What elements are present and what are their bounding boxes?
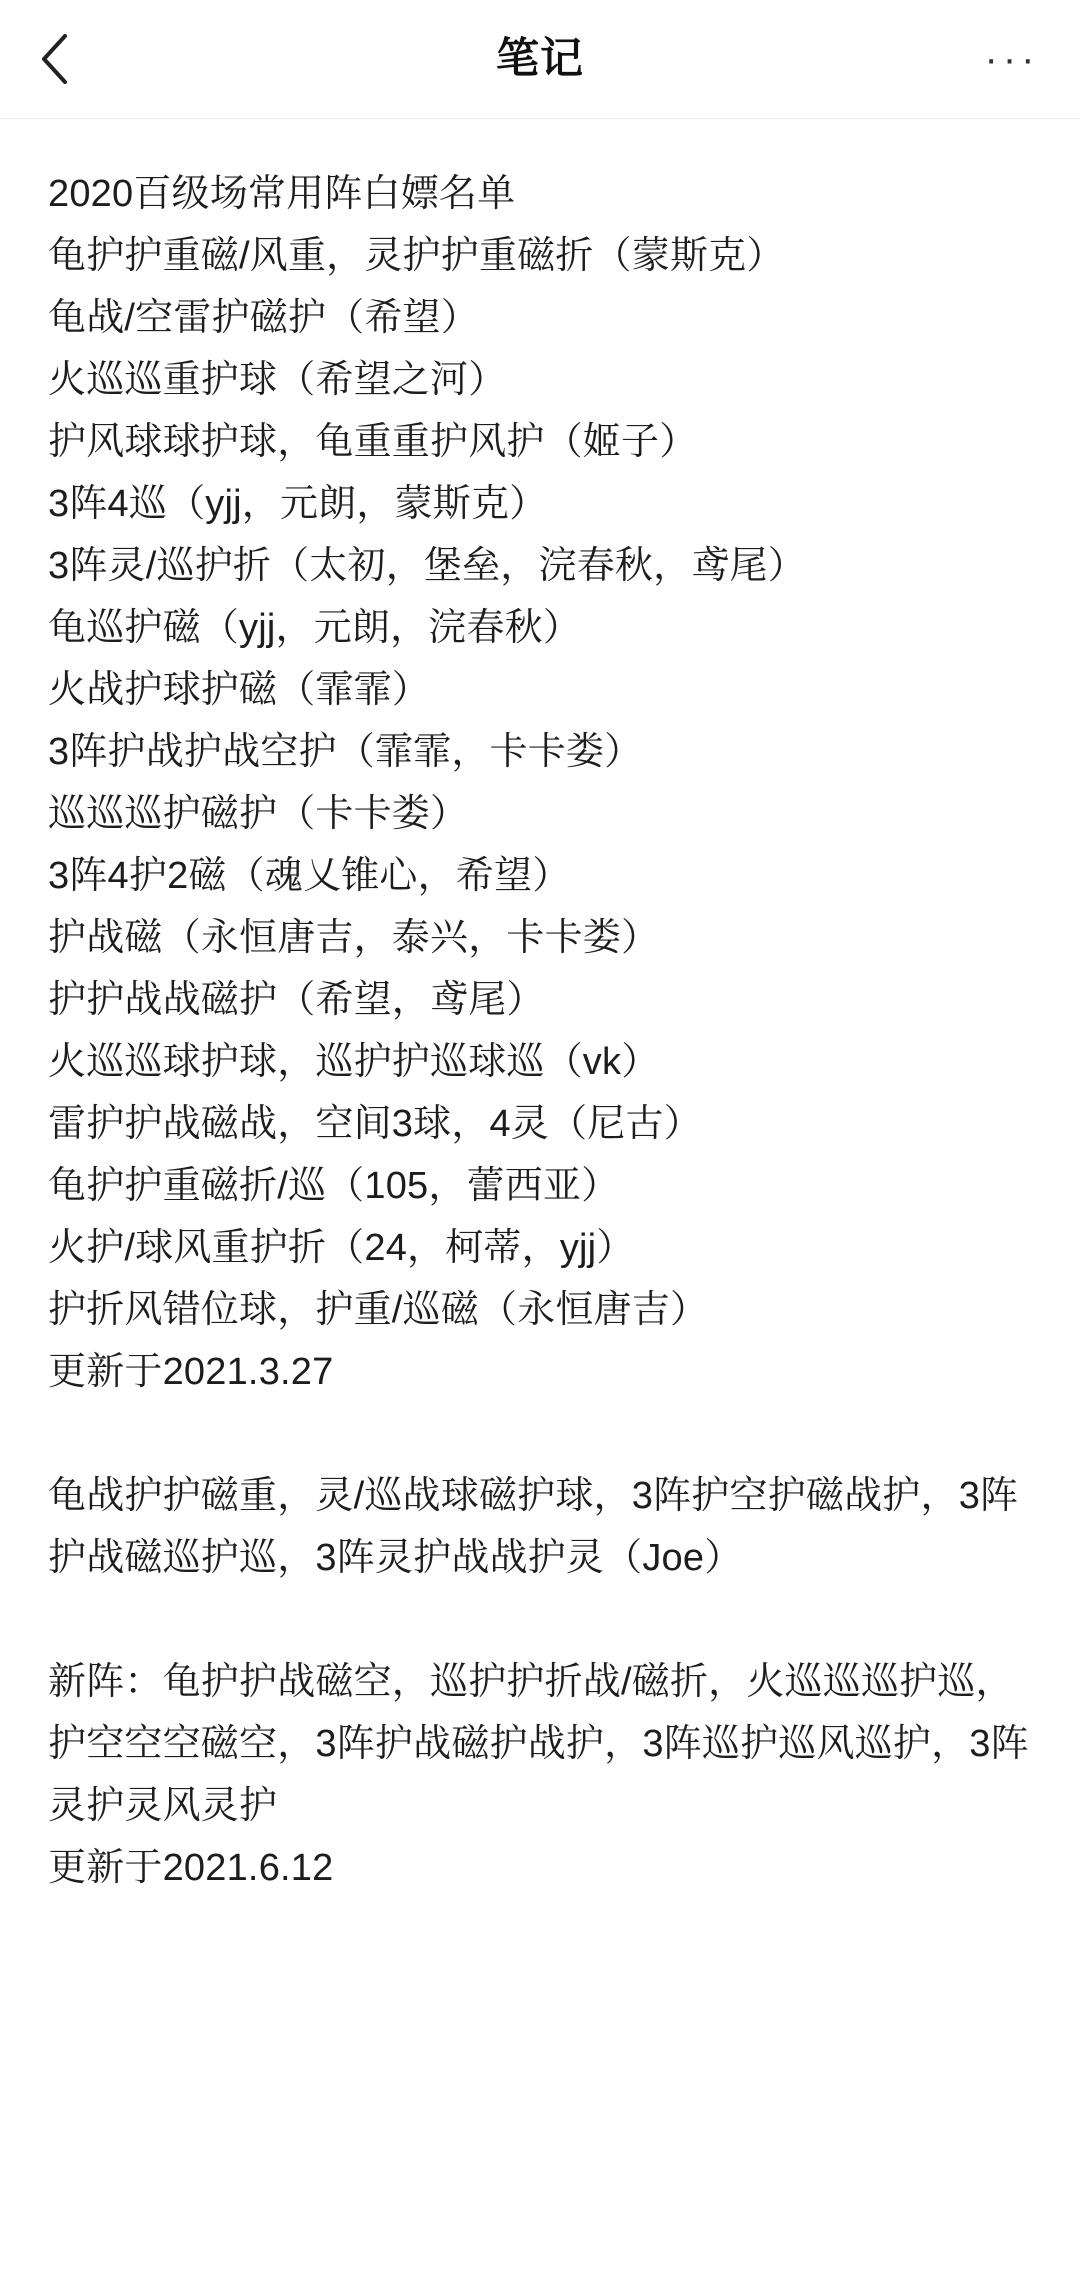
note-line: 巡巡巡护磁护（卡卡娄） [48, 793, 469, 835]
note-line: 龟护护重磁折/巡（105，蕾西亚） [48, 1165, 620, 1207]
note-line: 龟护护重磁/风重，灵护护重磁折（蒙斯克） [48, 235, 785, 277]
note-line: 火巡巡重护球（希望之河） [48, 359, 507, 401]
note-line-blank [48, 1589, 1032, 1651]
note-line: 护护战战磁护（希望，鸢尾） [48, 979, 545, 1021]
note-line: 3阵护战护战空护（霏霏，卡卡娄） [48, 731, 643, 773]
note-line: 雷护护战磁战，空间3球，4灵（尼古） [48, 1103, 702, 1145]
chevron-left-icon [39, 33, 69, 85]
note-line: 火战护球护磁（霏霏） [48, 669, 431, 711]
note-content[interactable] [0, 119, 1080, 1899]
note-line: 3阵4巡（yjj，元朗，蒙斯克） [48, 483, 548, 525]
more-options-button[interactable] [980, 31, 1044, 87]
note-line: 新阵：龟护护战磁空，巡护护折战/磁折，火巡巡巡护巡，护空空空磁空，3阵护战磁护战护，3阵巡护巡风巡护，3阵灵护灵风灵护 [48, 1661, 1029, 1827]
note-line: 2020百级场常用阵白嫖名单 [48, 173, 516, 215]
note-line: 更新于2021.3.27 [48, 1351, 334, 1393]
note-line: 护折风错位球，护重/巡磁（永恒唐吉） [48, 1289, 709, 1331]
note-line: 3阵4护2磁（魂乂锥心，希望） [48, 855, 571, 897]
note-line-blank [48, 1403, 1032, 1465]
app-header [0, 0, 1080, 118]
back-button[interactable] [26, 31, 82, 87]
note-line: 护风球球护球，龟重重护风护（姬子） [48, 421, 698, 463]
note-line: 火护/球风重护折（24，柯蒂，yjj） [48, 1227, 635, 1269]
note-line: 龟战护护磁重，灵/巡战球磁护球，3阵护空护磁战护，3阵护战磁巡护巡，3阵灵护战战护灵（Joe） [48, 1475, 1019, 1579]
note-line: 火巡巡球护球，巡护护巡球巡（vk） [48, 1041, 660, 1083]
note-line: 护战磁（永恒唐吉，泰兴，卡卡娄） [48, 917, 660, 959]
note-line: 3阵灵/巡护折（太初，堡垒，浣春秋，鸢尾） [48, 545, 806, 587]
page-title: 笔记 [496, 34, 584, 83]
note-line: 龟巡护磁（yjj，元朗，浣春秋） [48, 607, 582, 649]
note-line: 更新于2021.6.12 [48, 1847, 334, 1889]
more-horizontal-icon: ··· [984, 36, 1040, 81]
note-line: 龟战/空雷护磁护（希望） [48, 297, 479, 339]
